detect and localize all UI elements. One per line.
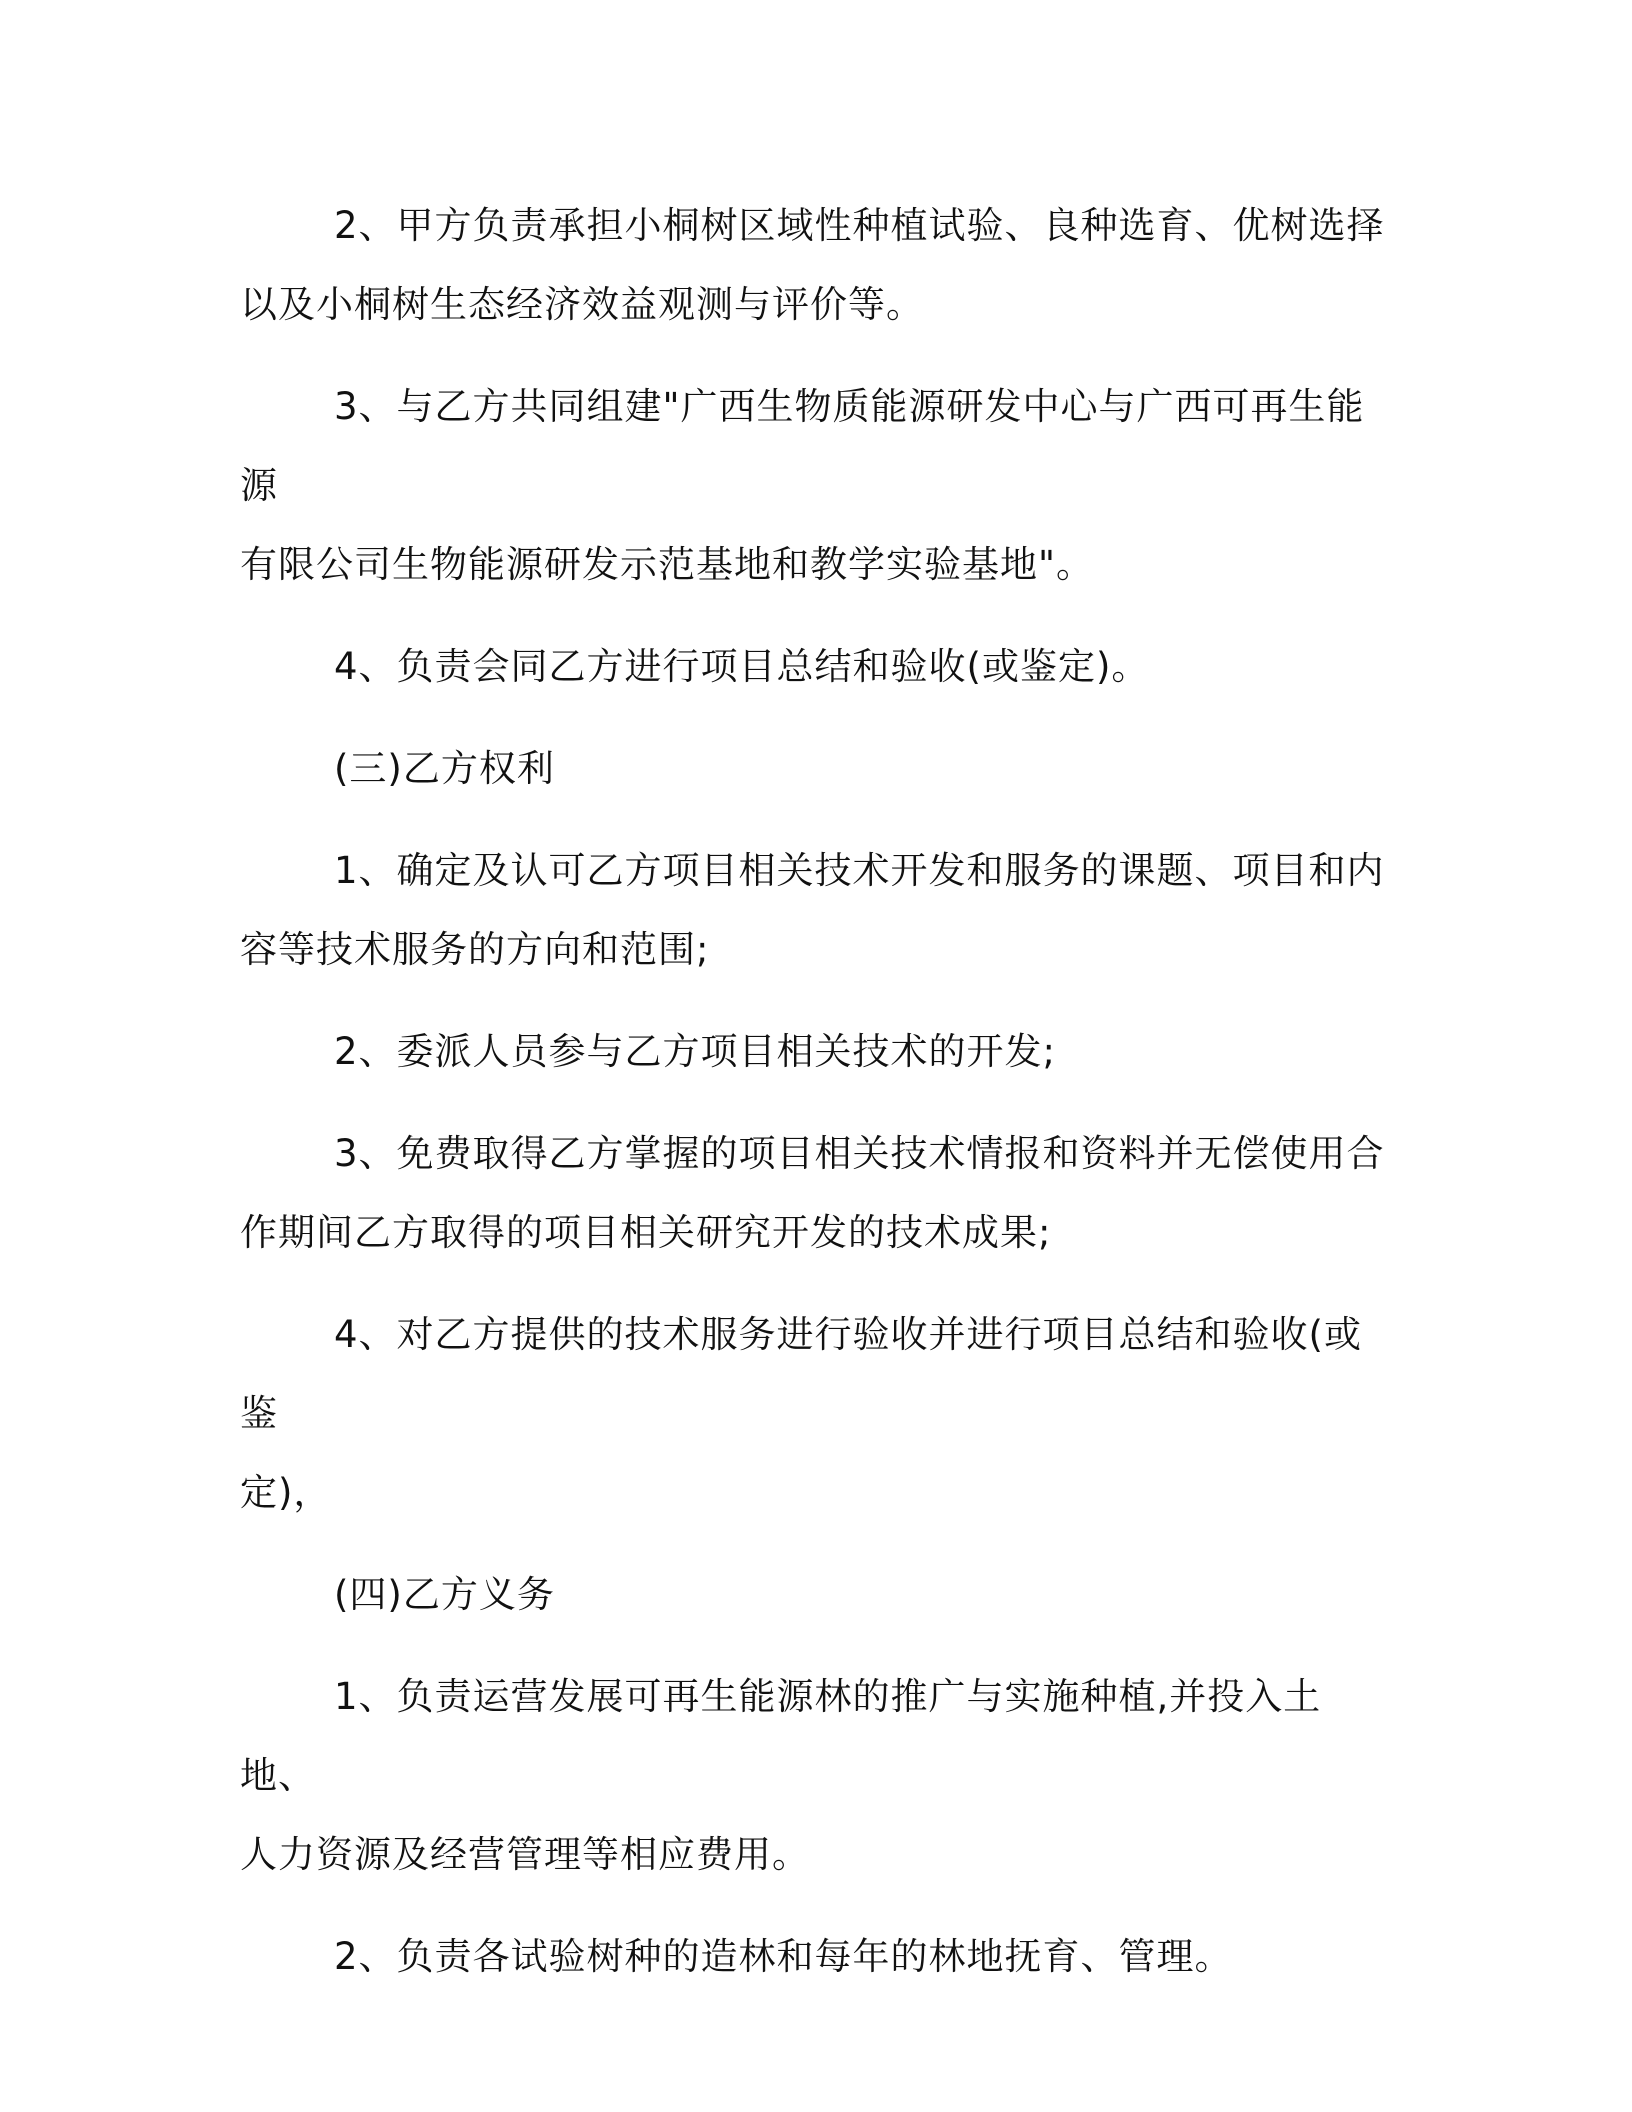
paragraph-party-a-duty-3: [240, 367, 1390, 604]
document-body: [240, 186, 1390, 2019]
paragraph-party-b-right-3: [240, 1114, 1390, 1272]
text-line: 人力资源及经营管理等相应费用。: [240, 1833, 810, 1876]
paragraph-party-b-duty-1: [240, 1657, 1390, 1894]
paragraph-party-a-duty-2: [240, 186, 1390, 344]
section-heading-party-b-rights: [240, 729, 1390, 808]
section-heading: (三)乙方权利: [334, 747, 555, 790]
text-line: 作期间乙方取得的项目相关研究开发的技术成果;: [240, 1211, 1052, 1254]
text-line: 3、免费取得乙方掌握的项目相关技术情报和资料并无偿使用合: [334, 1132, 1385, 1175]
text-line: 4、对乙方提供的技术服务进行验收并进行项目总结和验收(或鉴: [240, 1313, 1362, 1435]
text-line: 3、与乙方共同组建"广西生物质能源研发中心与广西可再生能源: [240, 385, 1365, 507]
paragraph-party-b-right-1: [240, 831, 1390, 989]
text-line: 以及小桐树生态经济效益观测与评价等。: [240, 283, 924, 326]
section-heading-party-b-duties: [240, 1555, 1390, 1634]
paragraph-party-b-right-4: [240, 1295, 1390, 1532]
text-line: 有限公司生物能源研发示范基地和教学实验基地"。: [240, 543, 1095, 586]
paragraph-party-a-duty-4: [240, 627, 1390, 706]
text-line: 2、甲方负责承担小桐树区域性种植试验、良种选育、优树选择: [334, 204, 1385, 247]
text-line: 1、确定及认可乙方项目相关技术开发和服务的课题、项目和内: [334, 849, 1385, 892]
text-line: 2、负责各试验树种的造林和每年的林地抚育、管理。: [334, 1935, 1233, 1978]
section-heading: (四)乙方义务: [334, 1573, 555, 1616]
text-line: 1、负责运营发展可再生能源林的推广与实施种植,并投入土地、: [240, 1675, 1322, 1797]
text-line: 定)，: [240, 1471, 332, 1514]
paragraph-party-b-right-2: [240, 1012, 1390, 1091]
text-line: 容等技术服务的方向和范围;: [240, 928, 710, 971]
paragraph-party-b-duty-2: [240, 1917, 1390, 1996]
text-line: 4、负责会同乙方进行项目总结和验收(或鉴定)。: [334, 645, 1150, 688]
text-line: 2、委派人员参与乙方项目相关技术的开发;: [334, 1030, 1057, 1073]
